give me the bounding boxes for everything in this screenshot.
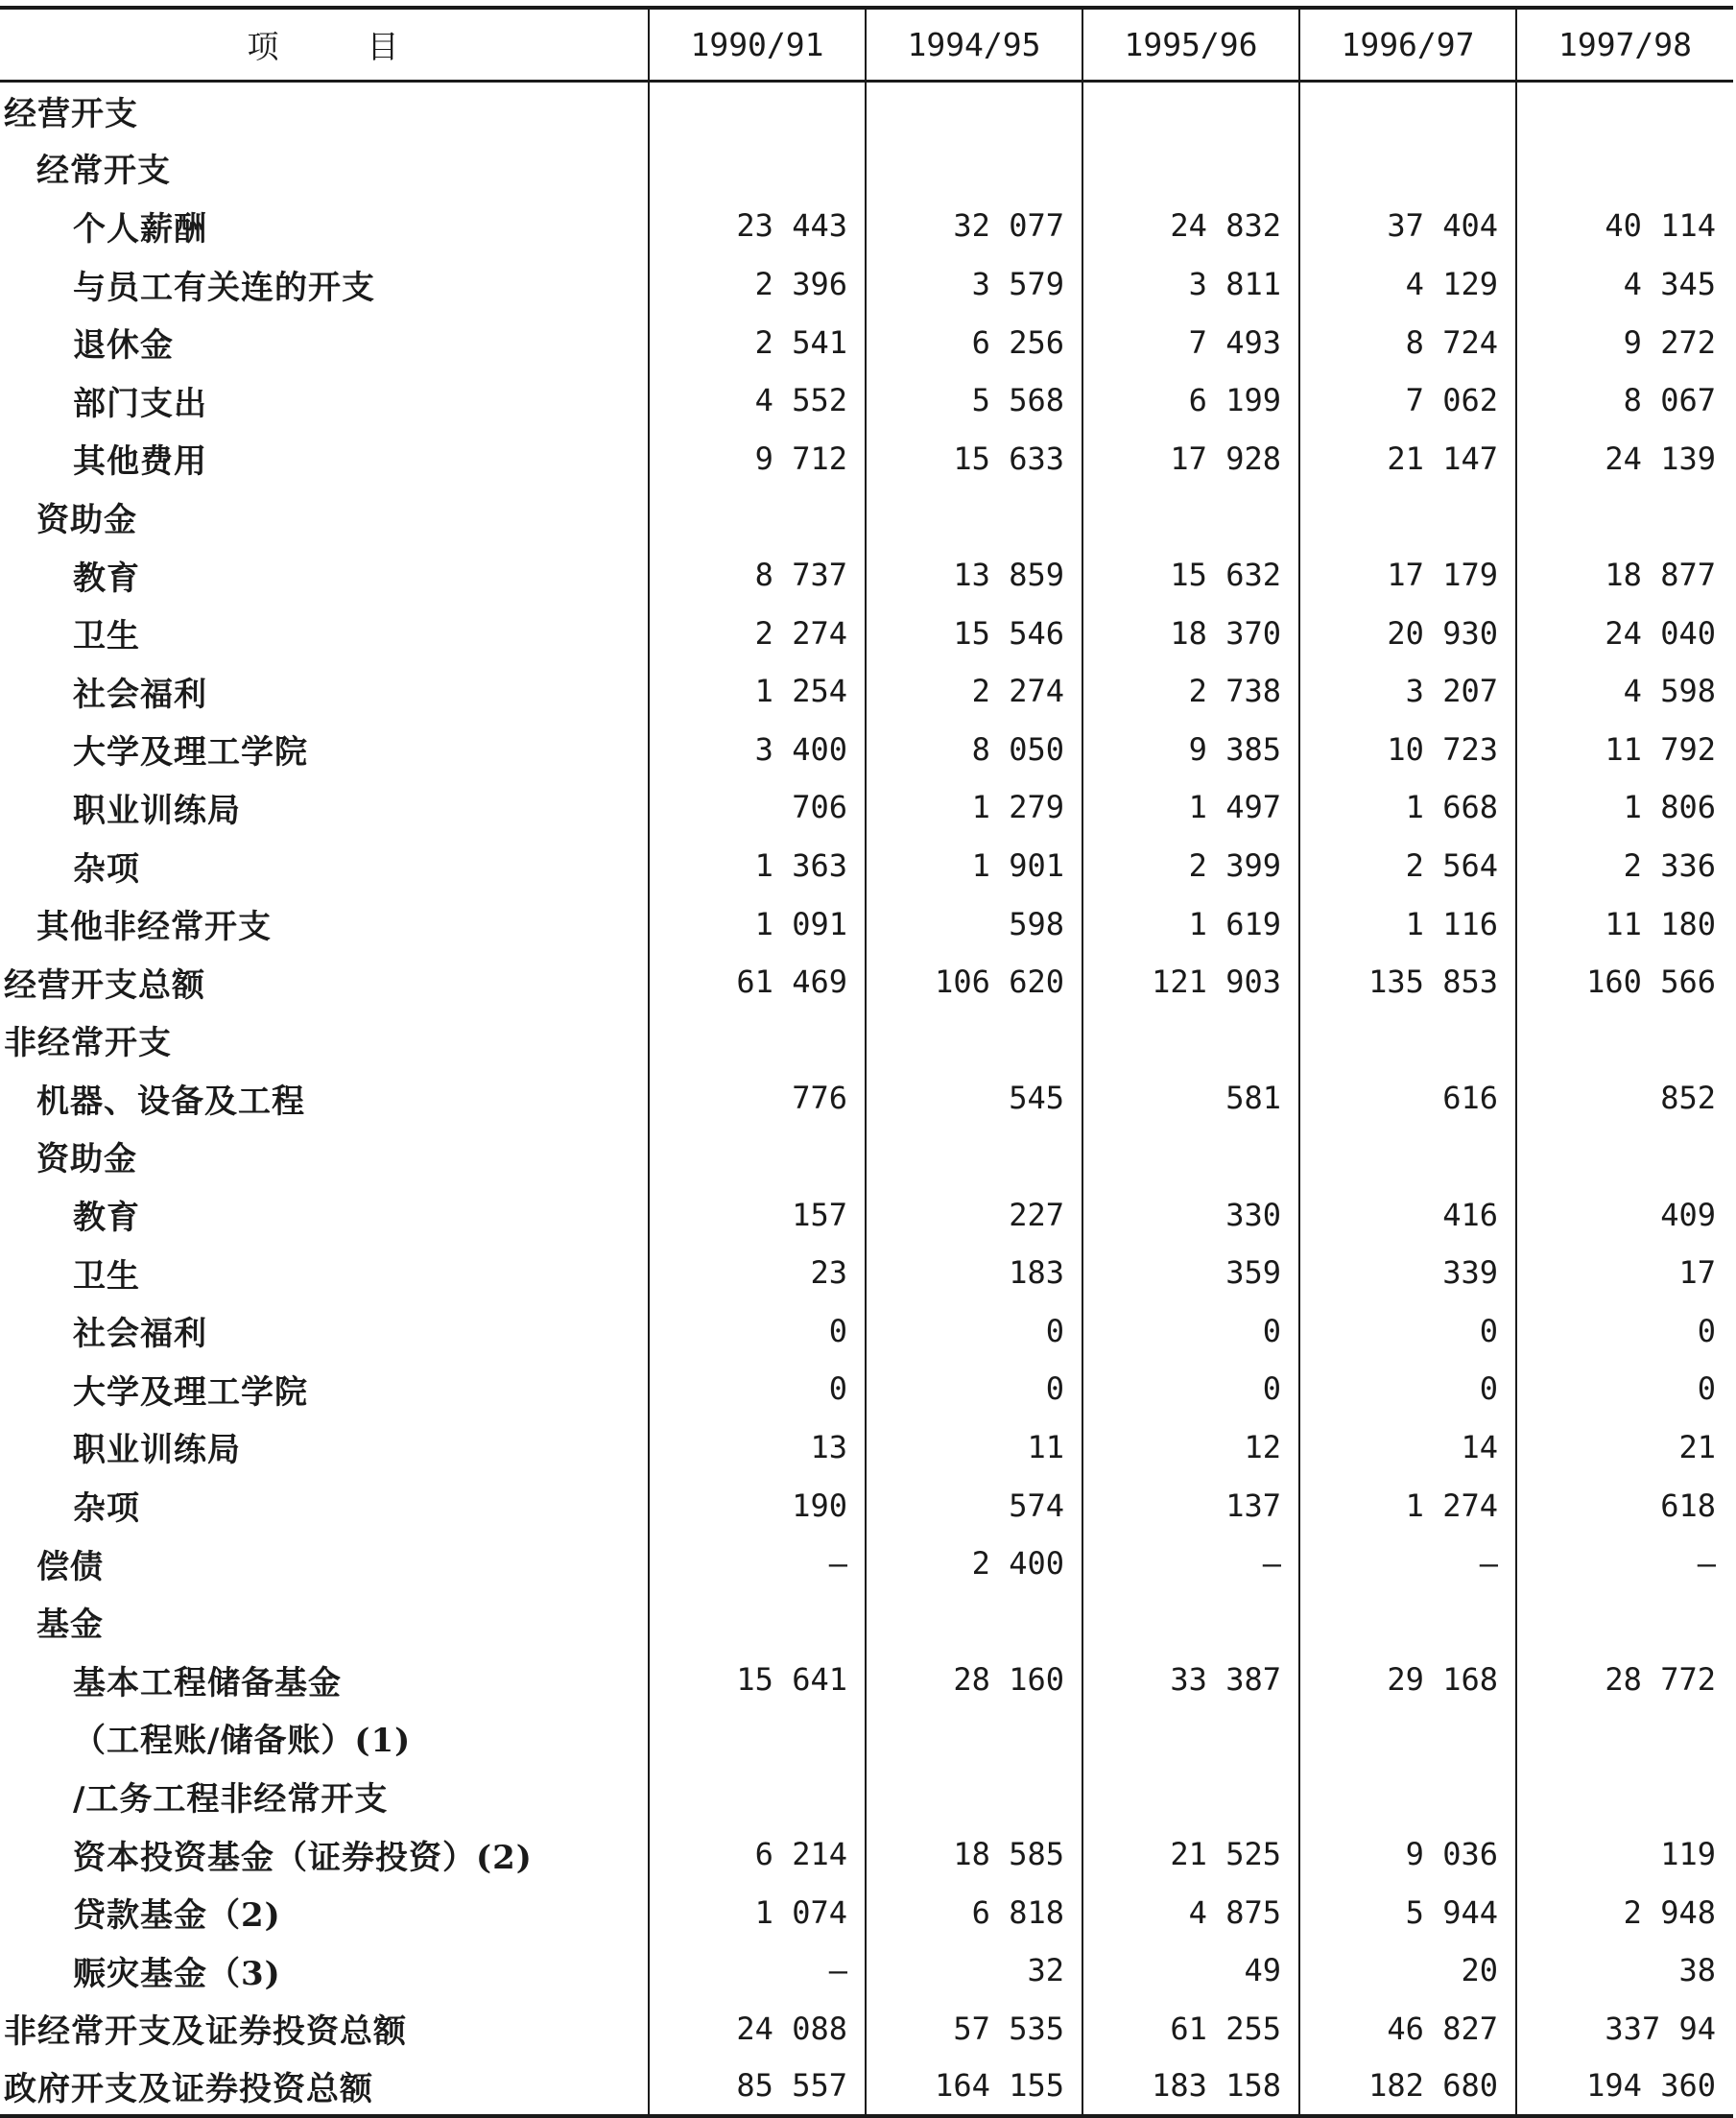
cell-value: 2 336	[1516, 837, 1733, 895]
table-row	[0, 546, 1733, 605]
cell-value: 706	[649, 778, 866, 837]
cell-value: 1 806	[1516, 778, 1733, 837]
cell-value: 2 399	[1082, 837, 1299, 895]
header-year: 1995/96	[1082, 8, 1299, 81]
table-row	[0, 953, 1733, 1011]
row-label: 卫生	[73, 1256, 140, 1296]
cell-value	[1082, 488, 1299, 546]
header-year: 1997/98	[1516, 8, 1733, 81]
cell-value: 359	[1082, 1244, 1299, 1302]
cell-value	[1299, 1767, 1516, 1825]
cell-value: 6 199	[1082, 371, 1299, 430]
row-label: 杂项	[73, 849, 140, 889]
cell-value: 0	[866, 1360, 1082, 1418]
cell-value: 1 091	[649, 894, 866, 953]
table-row	[0, 1883, 1733, 1941]
cell-value: 85 557	[649, 2058, 866, 2116]
table-row	[0, 430, 1733, 488]
cell-value: 2 948	[1516, 1883, 1733, 1941]
row-label: 偿债	[36, 1547, 104, 1586]
cell-value: 1 363	[649, 837, 866, 895]
row-label: 经常开支	[36, 152, 171, 191]
row-label: 大学及理工学院	[73, 733, 308, 773]
row-label: 经营开支	[4, 94, 138, 133]
cell-value: 337 94	[1516, 2000, 1733, 2059]
cell-value	[1299, 81, 1516, 139]
cell-value: 106 620	[866, 953, 1082, 1011]
cell-value: 15 641	[649, 1651, 866, 1709]
cell-value: —	[649, 1535, 866, 1593]
cell-value: 23	[649, 1244, 866, 1302]
cell-value: 4 598	[1516, 662, 1733, 721]
row-label: 基本工程储备基金	[73, 1663, 342, 1702]
cell-value	[866, 488, 1082, 546]
cell-value	[1082, 81, 1299, 139]
table-row	[0, 1418, 1733, 1477]
cell-value: 2 274	[649, 604, 866, 662]
cell-value: —	[649, 1941, 866, 2000]
table-row	[0, 255, 1733, 314]
cell-value	[866, 139, 1082, 198]
cell-value: 9 036	[1299, 1825, 1516, 1884]
cell-value: 7 493	[1082, 313, 1299, 371]
cell-value: 18 585	[866, 1825, 1082, 1884]
cell-value	[1299, 1128, 1516, 1186]
cell-value: 11 180	[1516, 894, 1733, 953]
cell-value: 1 497	[1082, 778, 1299, 837]
cell-value	[866, 1011, 1082, 1070]
cell-value	[1516, 1128, 1733, 1186]
cell-value: 183	[866, 1244, 1082, 1302]
cell-value: 3 400	[649, 721, 866, 779]
table-row	[0, 721, 1733, 779]
cell-value	[649, 488, 866, 546]
cell-value	[1516, 488, 1733, 546]
cell-value: 409	[1516, 1185, 1733, 1244]
table-row	[0, 837, 1733, 895]
table-row	[0, 604, 1733, 662]
cell-value: 2 274	[866, 662, 1082, 721]
cell-value: 13	[649, 1418, 866, 1477]
cell-value: 15 632	[1082, 546, 1299, 605]
cell-value: 1 074	[649, 1883, 866, 1941]
cell-value: 0	[1299, 1360, 1516, 1418]
table-row	[0, 1825, 1733, 1884]
cell-value: —	[1082, 1535, 1299, 1593]
cell-value: 416	[1299, 1185, 1516, 1244]
cell-value: 38	[1516, 1941, 1733, 2000]
cell-value: 9 712	[649, 430, 866, 488]
cell-value	[649, 1592, 866, 1651]
cell-value: 0	[649, 1360, 866, 1418]
table-row	[0, 197, 1733, 255]
cell-value: 4 345	[1516, 255, 1733, 314]
cell-value: 24 088	[649, 2000, 866, 2059]
cell-value: 2 400	[866, 1535, 1082, 1593]
row-label: 个人薪酬	[73, 209, 207, 249]
table-row	[0, 1941, 1733, 2000]
row-label: 职业训练局	[73, 1431, 241, 1470]
cell-value	[1082, 1011, 1299, 1070]
cell-value	[649, 1128, 866, 1186]
cell-value	[866, 81, 1082, 139]
row-label: 大学及理工学院	[73, 1372, 308, 1412]
cell-value: 61 469	[649, 953, 866, 1011]
cell-value	[1299, 139, 1516, 198]
cell-value: 28 772	[1516, 1651, 1733, 1709]
cell-value: 23 443	[649, 197, 866, 255]
cell-value: 9 385	[1082, 721, 1299, 779]
row-label: 资助金	[36, 500, 137, 539]
table-row	[0, 1301, 1733, 1360]
cell-value: 24 832	[1082, 197, 1299, 255]
cell-value	[649, 1011, 866, 1070]
cell-value: 2 738	[1082, 662, 1299, 721]
header-year: 1996/97	[1299, 8, 1516, 81]
cell-value	[1516, 81, 1733, 139]
row-label: 机器、设备及工程	[36, 1082, 305, 1121]
cell-value: 160 566	[1516, 953, 1733, 1011]
cell-value: 21 525	[1082, 1825, 1299, 1884]
cell-value	[1299, 488, 1516, 546]
cell-value	[1516, 1767, 1733, 1825]
cell-value: 24 139	[1516, 430, 1733, 488]
cell-value: 182 680	[1299, 2058, 1516, 2116]
table-row	[0, 81, 1733, 139]
table-row	[0, 1069, 1733, 1128]
cell-value: 6 256	[866, 313, 1082, 371]
row-label: 非经常开支	[4, 1024, 172, 1063]
cell-value: 157	[649, 1185, 866, 1244]
row-label: 非经常开支及证券投资总额	[4, 2012, 407, 2052]
header-year: 1990/91	[649, 8, 866, 81]
table-header	[0, 8, 1733, 81]
table-row	[0, 2058, 1733, 2116]
cell-value: 15 633	[866, 430, 1082, 488]
table-row	[0, 313, 1733, 371]
cell-value: 4 129	[1299, 255, 1516, 314]
cell-value: 17	[1516, 1244, 1733, 1302]
cell-value	[1299, 1592, 1516, 1651]
cell-value: —	[1299, 1535, 1516, 1593]
cell-value: 37 404	[1299, 197, 1516, 255]
cell-value: 545	[866, 1069, 1082, 1128]
table-row	[0, 1709, 1733, 1768]
cell-value: 0	[1082, 1360, 1299, 1418]
row-label: 社会福利	[73, 1315, 207, 1354]
cell-value: 7 062	[1299, 371, 1516, 430]
cell-value: 164 155	[866, 2058, 1082, 2116]
cell-value	[649, 81, 866, 139]
row-label: 与员工有关连的开支	[73, 268, 375, 307]
cell-value: 6 214	[649, 1825, 866, 1884]
cell-value: 3 579	[866, 255, 1082, 314]
cell-value: 0	[1082, 1301, 1299, 1360]
cell-value: 1 116	[1299, 894, 1516, 953]
cell-value: 49	[1082, 1941, 1299, 2000]
row-label: （工程账/储备账）(1)	[73, 1722, 412, 1761]
cell-value: 33 387	[1082, 1651, 1299, 1709]
cell-value: 29 168	[1299, 1651, 1516, 1709]
cell-value: 1 274	[1299, 1476, 1516, 1535]
cell-value: 40 114	[1516, 197, 1733, 255]
cell-value: 616	[1299, 1069, 1516, 1128]
cell-value: 137	[1082, 1476, 1299, 1535]
cell-value: 11 792	[1516, 721, 1733, 779]
cell-value: 2 541	[649, 313, 866, 371]
cell-value: 17 179	[1299, 546, 1516, 605]
cell-value: 0	[649, 1301, 866, 1360]
cell-value: 1 254	[649, 662, 866, 721]
table-row	[0, 2000, 1733, 2059]
row-label: 资助金	[36, 1140, 137, 1179]
cell-value: 18 877	[1516, 546, 1733, 605]
cell-value: 10 723	[1299, 721, 1516, 779]
cell-value: 61 255	[1082, 2000, 1299, 2059]
cell-value: 6 818	[866, 1883, 1082, 1941]
cell-value: 8 737	[649, 546, 866, 605]
table-row	[0, 1244, 1733, 1302]
cell-value: 8 724	[1299, 313, 1516, 371]
cell-value: 121 903	[1082, 953, 1299, 1011]
table-row	[0, 662, 1733, 721]
cell-value: 1 668	[1299, 778, 1516, 837]
cell-value: 12	[1082, 1418, 1299, 1477]
row-label: /工务工程非经常开支	[73, 1780, 389, 1820]
cell-value: 20 930	[1299, 604, 1516, 662]
cell-value	[1516, 139, 1733, 198]
row-label: 退休金	[73, 326, 174, 366]
header-row	[0, 8, 1733, 81]
cell-value	[866, 1709, 1082, 1768]
cell-value: 24 040	[1516, 604, 1733, 662]
cell-value: 2 564	[1299, 837, 1516, 895]
cell-value: 0	[866, 1301, 1082, 1360]
row-label: 其他费用	[73, 442, 207, 482]
cell-value: 1 901	[866, 837, 1082, 895]
cell-value	[1082, 1128, 1299, 1186]
cell-value: 21 147	[1299, 430, 1516, 488]
cell-value: 183 158	[1082, 2058, 1299, 2116]
row-label: 教育	[73, 1199, 140, 1238]
cell-value: 330	[1082, 1185, 1299, 1244]
cell-value	[649, 1709, 866, 1768]
table-row	[0, 1767, 1733, 1825]
cell-value	[649, 1767, 866, 1825]
header-item: 项 目	[0, 8, 649, 81]
cell-value: 1 279	[866, 778, 1082, 837]
row-label: 部门支出	[73, 384, 207, 423]
cell-value	[1299, 1011, 1516, 1070]
row-label: 其他非经常开支	[36, 908, 272, 947]
cell-value: 574	[866, 1476, 1082, 1535]
cell-value: 0	[1299, 1301, 1516, 1360]
table-row	[0, 488, 1733, 546]
cell-value: 11	[866, 1418, 1082, 1477]
cell-value: 852	[1516, 1069, 1733, 1128]
cell-value: 9 272	[1516, 313, 1733, 371]
cell-value	[1516, 1011, 1733, 1070]
cell-value: 190	[649, 1476, 866, 1535]
cell-value	[866, 1592, 1082, 1651]
cell-value: 18 370	[1082, 604, 1299, 662]
cell-value: 20	[1299, 1941, 1516, 2000]
cell-value: 0	[1516, 1301, 1733, 1360]
cell-value	[1516, 1709, 1733, 1768]
cell-value: 14	[1299, 1418, 1516, 1477]
cell-value: 194 360	[1516, 2058, 1733, 2116]
table-row	[0, 1535, 1733, 1593]
cell-value: 618	[1516, 1476, 1733, 1535]
cell-value: 581	[1082, 1069, 1299, 1128]
table-row	[0, 778, 1733, 837]
cell-value	[1082, 139, 1299, 198]
row-label: 基金	[36, 1606, 104, 1645]
row-label: 经营开支总额	[4, 965, 205, 1005]
row-label: 资本投资基金（证券投资）(2)	[73, 1838, 533, 1877]
cell-value	[1082, 1592, 1299, 1651]
expenditure-table	[0, 6, 1733, 2118]
cell-value: 3 811	[1082, 255, 1299, 314]
row-label: 贷款基金（2)	[73, 1896, 281, 1936]
cell-value: 2 396	[649, 255, 866, 314]
cell-value: 1 619	[1082, 894, 1299, 953]
cell-value	[649, 139, 866, 198]
cell-value: 15 546	[866, 604, 1082, 662]
cell-value: 28 160	[866, 1651, 1082, 1709]
cell-value: 17 928	[1082, 430, 1299, 488]
cell-value	[1516, 1592, 1733, 1651]
cell-value	[1082, 1709, 1299, 1768]
table-row	[0, 1011, 1733, 1070]
row-label: 政府开支及证券投资总额	[0, 2058, 649, 2116]
cell-value: 776	[649, 1069, 866, 1128]
table-row	[0, 371, 1733, 430]
row-label: 教育	[73, 559, 140, 598]
cell-value: 57 535	[866, 2000, 1082, 2059]
cell-value	[1082, 1767, 1299, 1825]
table-body	[0, 81, 1733, 2116]
table-row	[0, 1476, 1733, 1535]
cell-value: 4 875	[1082, 1883, 1299, 1941]
cell-value	[1299, 1709, 1516, 1768]
cell-value: 46 827	[1299, 2000, 1516, 2059]
cell-value: 0	[1516, 1360, 1733, 1418]
row-label: 赈灾基金（3)	[73, 1954, 281, 1993]
cell-value: 119	[1516, 1825, 1733, 1884]
row-label: 杂项	[73, 1489, 140, 1529]
cell-value: 32	[866, 1941, 1082, 2000]
cell-value	[866, 1767, 1082, 1825]
cell-value: 5 568	[866, 371, 1082, 430]
cell-value: —	[1516, 1535, 1733, 1593]
cell-value: 13 859	[866, 546, 1082, 605]
table-row	[0, 1360, 1733, 1418]
cell-value	[866, 1128, 1082, 1186]
cell-value: 339	[1299, 1244, 1516, 1302]
table-row	[0, 1651, 1733, 1709]
cell-value: 5 944	[1299, 1883, 1516, 1941]
row-label: 卫生	[73, 617, 140, 656]
cell-value: 8 067	[1516, 371, 1733, 430]
table-row	[0, 1128, 1733, 1186]
row-label: 社会福利	[73, 675, 207, 714]
cell-value: 8 050	[866, 721, 1082, 779]
cell-value: 3 207	[1299, 662, 1516, 721]
row-label: 职业训练局	[73, 791, 241, 830]
table-row	[0, 894, 1733, 953]
cell-value: 32 077	[866, 197, 1082, 255]
table-row	[0, 1592, 1733, 1651]
table-row	[0, 1185, 1733, 1244]
table-row	[0, 139, 1733, 198]
header-year: 1994/95	[866, 8, 1082, 81]
cell-value: 227	[866, 1185, 1082, 1244]
cell-value: 598	[866, 894, 1082, 953]
cell-value: 21	[1516, 1418, 1733, 1477]
cell-value: 4 552	[649, 371, 866, 430]
cell-value: 135 853	[1299, 953, 1516, 1011]
